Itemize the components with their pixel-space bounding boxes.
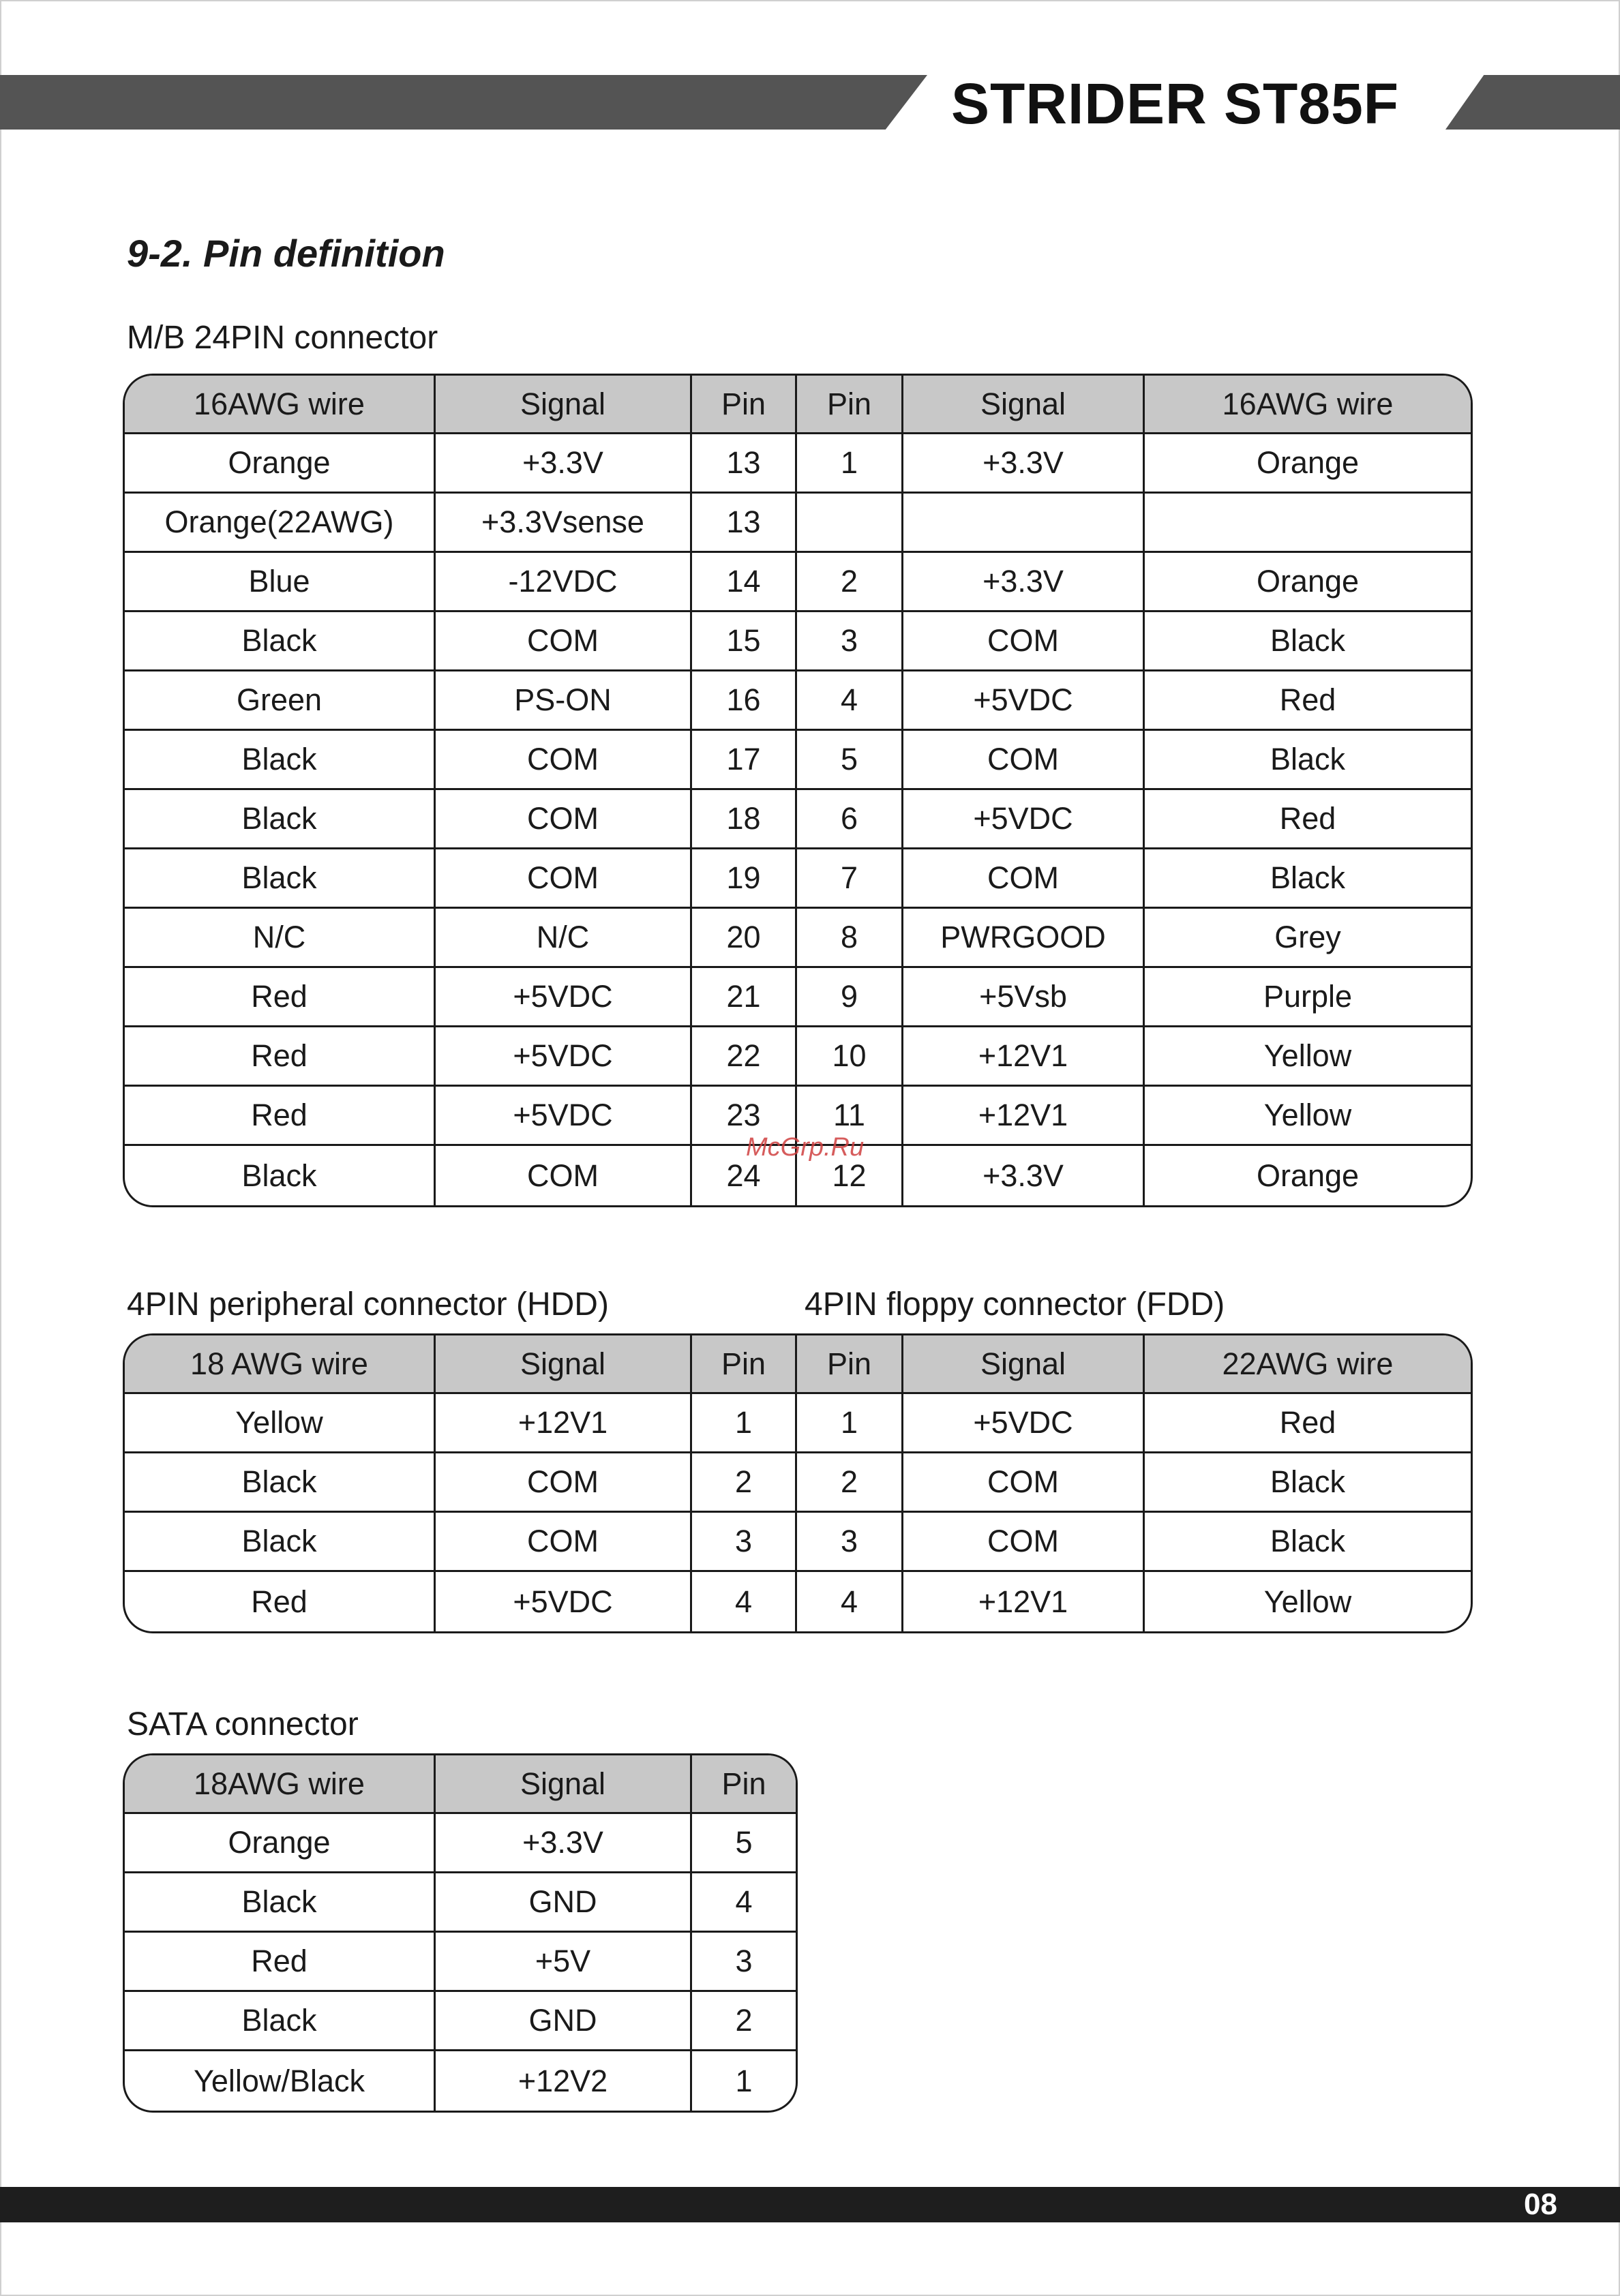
- table-cell: 17: [692, 731, 797, 790]
- table-cell: 2: [797, 1453, 903, 1513]
- table-cell: N/C: [436, 909, 692, 968]
- column-header: 18 AWG wire: [125, 1335, 436, 1394]
- table-cell: Grey: [1145, 909, 1471, 968]
- table-cell: 1: [692, 1394, 797, 1453]
- table-cell: Orange: [1256, 1158, 1360, 1193]
- table-cell: 4: [797, 671, 903, 731]
- table-cell: [903, 494, 1145, 553]
- watermark-text: McGrp.Ru: [746, 1133, 865, 1162]
- table-cell: Red: [125, 1933, 436, 1992]
- table-row: [125, 1394, 1471, 1453]
- table-cell: COM: [903, 612, 1145, 671]
- table-row: [125, 1873, 796, 1933]
- table-row: [125, 968, 1471, 1027]
- table-row: [125, 909, 1471, 968]
- table-cell: 5: [797, 731, 903, 790]
- table-cell: 24: [692, 1146, 797, 1205]
- sata-pin-table: [123, 1753, 798, 2113]
- table-cell: 4: [692, 1572, 797, 1631]
- table-cell: Red: [1145, 790, 1471, 849]
- table-row: [125, 494, 1471, 553]
- table-cell: +5VDC: [903, 671, 1145, 731]
- table-cell: Black: [125, 1992, 436, 2051]
- table-cell: Yellow: [1145, 1027, 1471, 1087]
- table-cell: 21: [692, 968, 797, 1027]
- table-cell: COM: [436, 849, 692, 909]
- table-cell: 1: [735, 2063, 753, 2098]
- footer-bar: [0, 2187, 1620, 2222]
- table-row: [125, 1992, 796, 2051]
- table-cell: Black: [125, 1146, 436, 1205]
- table-row: [125, 553, 1471, 612]
- table-cell: 22: [692, 1027, 797, 1087]
- table-cell: +3.3V: [436, 434, 692, 494]
- table-cell: Red: [125, 1572, 436, 1631]
- table-cell: 15: [692, 612, 797, 671]
- header-bar: [0, 75, 927, 130]
- column-header: 16AWG wire: [125, 376, 436, 434]
- table-cell: Black: [1145, 612, 1471, 671]
- column-header: Signal: [436, 1755, 692, 1814]
- table-cell: Yellow: [1263, 1584, 1352, 1619]
- hdd-fdd-pin-table: [123, 1333, 1473, 1633]
- table-row: [125, 790, 1471, 849]
- table-cell: 12: [797, 1146, 903, 1205]
- table-cell: Orange: [125, 1814, 436, 1873]
- table-cell: 13: [692, 434, 797, 494]
- table-row: [125, 612, 1471, 671]
- table-cell: 10: [797, 1027, 903, 1087]
- column-header: Pin: [797, 1335, 903, 1394]
- table-cell: COM: [903, 1513, 1145, 1572]
- table-cell: +12V1: [436, 1394, 692, 1453]
- table-cell: Red: [1145, 671, 1471, 731]
- table-cell: Green: [125, 671, 436, 731]
- header-bar-right: [1445, 75, 1620, 130]
- table-row: [125, 1453, 1471, 1513]
- column-header: Signal: [436, 1335, 692, 1394]
- table-cell: Black: [1145, 1453, 1471, 1513]
- table-cell: COM: [903, 849, 1145, 909]
- table-cell: +12V1: [903, 1572, 1145, 1631]
- table-cell: COM: [436, 731, 692, 790]
- page-number: 08: [1524, 2188, 1557, 2221]
- table-cell: +12V2: [436, 2051, 692, 2111]
- table-cell: -12VDC: [436, 553, 692, 612]
- table-cell: Red: [125, 968, 436, 1027]
- table-cell: +3.3V: [903, 1146, 1145, 1205]
- column-header: Signal: [436, 376, 692, 434]
- table-cell: Yellow: [125, 1394, 436, 1453]
- table-cell: COM: [903, 731, 1145, 790]
- column-header: Signal: [903, 1335, 1145, 1394]
- table-cell: 3: [692, 1933, 796, 1992]
- table-cell: 7: [797, 849, 903, 909]
- table-cell: Orange: [1145, 434, 1471, 494]
- table-cell: 19: [692, 849, 797, 909]
- table-row: [125, 2051, 796, 2111]
- column-header: 16AWG wire: [1145, 376, 1471, 434]
- table-cell: +5VDC: [436, 1572, 692, 1631]
- table-cell: COM: [436, 612, 692, 671]
- table-row: [125, 1933, 796, 1992]
- table-cell: Orange: [125, 434, 436, 494]
- table-cell: +5VDC: [436, 1087, 692, 1146]
- table-row: [125, 1027, 1471, 1087]
- column-header: Signal: [903, 376, 1145, 434]
- table-cell: +3.3Vsense: [436, 494, 692, 553]
- sata-caption: SATA connector: [127, 1706, 359, 1742]
- table-cell: COM: [436, 790, 692, 849]
- table-cell: Black: [1145, 849, 1471, 909]
- table-cell: +5VDC: [903, 790, 1145, 849]
- table-cell: 1: [797, 1394, 903, 1453]
- table-cell: N/C: [125, 909, 436, 968]
- table-cell: Yellow: [1145, 1087, 1471, 1146]
- table-cell: +12V1: [903, 1027, 1145, 1087]
- table-cell: Black: [125, 731, 436, 790]
- mb24-caption: M/B 24PIN connector: [127, 320, 438, 356]
- table-cell: Black: [125, 790, 436, 849]
- table-cell: [1145, 494, 1471, 553]
- column-header: Pin: [692, 1335, 797, 1394]
- table-cell: Black: [125, 1513, 436, 1572]
- table-cell: +5VDC: [903, 1394, 1145, 1453]
- mb24-pin-table: [123, 374, 1473, 1207]
- table-cell: 16: [692, 671, 797, 731]
- table-cell: +5VDC: [436, 1027, 692, 1087]
- table-cell: Purple: [1145, 968, 1471, 1027]
- table-cell: COM: [436, 1146, 692, 1205]
- table-cell: Red: [125, 1027, 436, 1087]
- table-row: [125, 671, 1471, 731]
- section-heading: 9-2. Pin definition: [127, 232, 445, 275]
- table-cell: 4: [797, 1572, 903, 1631]
- table-cell: COM: [436, 1453, 692, 1513]
- table-cell: +3.3V: [436, 1814, 692, 1873]
- table-cell: +3.3V: [903, 553, 1145, 612]
- table-cell: 23: [692, 1087, 797, 1146]
- column-header: Pin: [692, 376, 797, 434]
- hdd-caption: 4PIN peripheral connector (HDD): [127, 1286, 609, 1323]
- table-cell: Blue: [125, 553, 436, 612]
- table-cell: Black: [125, 1453, 436, 1513]
- table-cell: Yellow/Black: [125, 2051, 436, 2111]
- column-header: Pin: [797, 376, 903, 434]
- table-cell: +5VDC: [436, 968, 692, 1027]
- table-cell: +3.3V: [903, 434, 1145, 494]
- table-cell: +12V1: [903, 1087, 1145, 1146]
- table-cell: +5V: [436, 1933, 692, 1992]
- table-cell: Red: [125, 1087, 436, 1146]
- table-cell: Black: [125, 849, 436, 909]
- brand-title: STRIDER ST85F: [951, 72, 1400, 136]
- column-header: 22AWG wire: [1145, 1335, 1471, 1394]
- table-cell: 3: [797, 612, 903, 671]
- table-cell: 11: [797, 1087, 903, 1146]
- table-row: [125, 1572, 1471, 1631]
- table-cell: 13: [692, 494, 797, 553]
- table-cell: 2: [692, 1992, 796, 2051]
- table-cell: Black: [125, 612, 436, 671]
- table-cell: 8: [797, 909, 903, 968]
- table-cell: 14: [692, 553, 797, 612]
- table-cell: +5Vsb: [903, 968, 1145, 1027]
- table-cell: 18: [692, 790, 797, 849]
- table-cell: Black: [125, 1873, 436, 1933]
- table-row: [125, 1513, 1471, 1572]
- table-cell: [797, 494, 903, 553]
- table-row: [125, 849, 1471, 909]
- column-header: 18AWG wire: [125, 1755, 436, 1814]
- table-cell: COM: [903, 1453, 1145, 1513]
- table-cell: COM: [436, 1513, 692, 1572]
- table-cell: Black: [1145, 1513, 1471, 1572]
- table-cell: 20: [692, 909, 797, 968]
- table-cell: GND: [436, 1873, 692, 1933]
- table-cell: Black: [1145, 731, 1471, 790]
- table-cell: 1: [797, 434, 903, 494]
- table-cell: Red: [1145, 1394, 1471, 1453]
- table-cell: GND: [436, 1992, 692, 2051]
- table-cell: 9: [797, 968, 903, 1027]
- table-cell: Orange(22AWG): [125, 494, 436, 553]
- table-row: [125, 731, 1471, 790]
- table-row: [125, 434, 1471, 494]
- table-cell: 4: [692, 1873, 796, 1933]
- table-cell: 3: [797, 1513, 903, 1572]
- column-header: Pin: [692, 1755, 796, 1814]
- table-cell: 6: [797, 790, 903, 849]
- table-cell: PS-ON: [436, 671, 692, 731]
- table-cell: 3: [692, 1513, 797, 1572]
- fdd-caption: 4PIN floppy connector (FDD): [805, 1286, 1225, 1323]
- table-cell: 2: [692, 1453, 797, 1513]
- table-cell: 2: [797, 553, 903, 612]
- table-cell: PWRGOOD: [903, 909, 1145, 968]
- table-row: [125, 1814, 796, 1873]
- table-cell: 5: [692, 1814, 796, 1873]
- table-cell: Orange: [1145, 553, 1471, 612]
